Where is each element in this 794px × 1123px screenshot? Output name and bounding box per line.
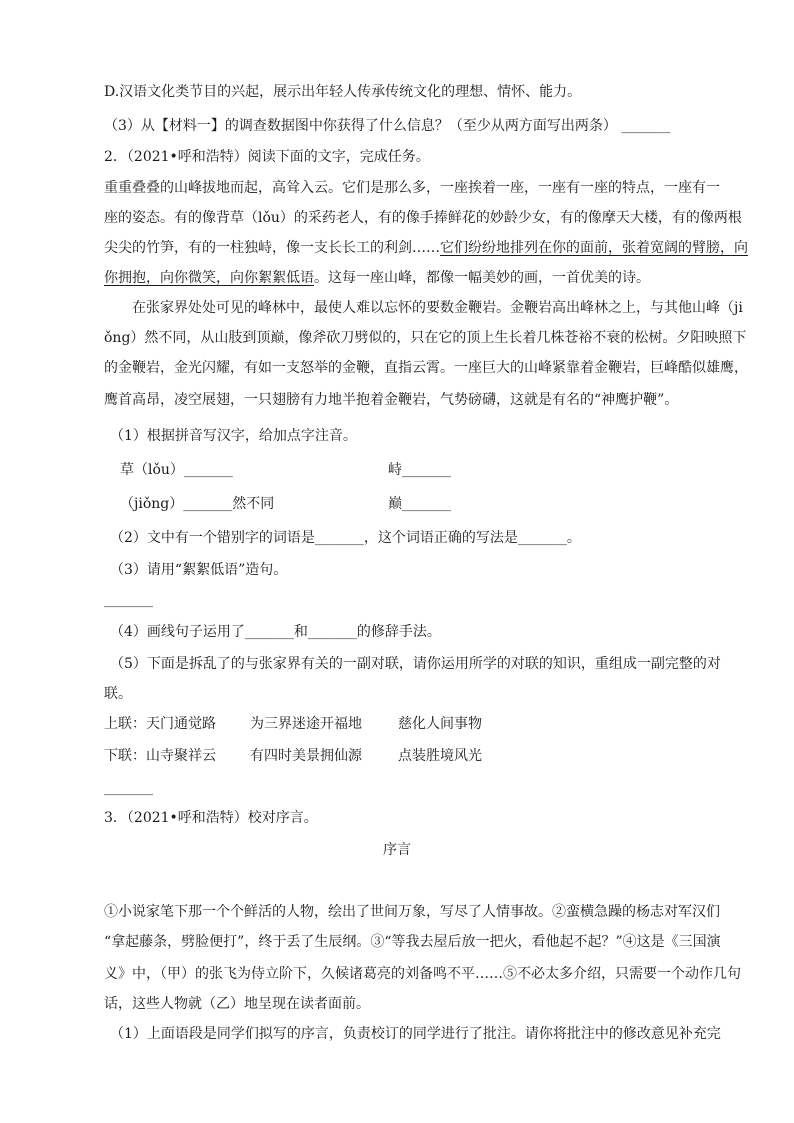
couplet-lower-1: 下联：山寺聚祥云: [104, 748, 216, 764]
preface-line-2: “拿起藤条，劈脸便打”，终于丢了生辰纲。③“等我去屋后放一把火，看他起不起？”④这是《三国演: [104, 934, 721, 950]
subquestion-5-line-2: 联。: [104, 686, 132, 702]
answer-blank-1: _______: [104, 592, 153, 608]
pinyin-blank-lou: 草（lǒu）_______: [120, 462, 233, 478]
question-2-heading: 2．（2021•呼和浩特）阅读下面的文字，完成任务。: [104, 149, 430, 165]
passage-paragraph-2-line-4: 鹰首高昂，凌空展翅，一只翅膀有力地半抱着金鞭岩，气势磅礴，这就是有名的“神鹰护鞭”。: [104, 392, 679, 408]
section-title: 序言: [383, 842, 411, 858]
preface-line-1: ①小说家笔下那一个个鲜活的人物，绘出了世间万象，写尽了人情事故。②蛮横急躁的杨志对军汉们: [104, 904, 720, 920]
couplet-upper-1: 上联：天门通觉路: [104, 716, 216, 732]
passage-paragraph-1-line-3: [104, 238, 748, 258]
option-d-text: D.汉语文化类节目的兴起，展示出年轻人传承传统文化的理想、情怀、能力。: [104, 84, 582, 100]
underlined-sentence: 它们纷纷地排列在你的面前，张着宽阔的臂膀，向: [440, 240, 748, 256]
passage-paragraph-1-line-4: [104, 268, 650, 288]
couplet-upper-3: 慈化人间事物: [398, 716, 482, 732]
passage-paragraph-1-line-2: 座的姿态。有的像背草（lǒu）的采药老人，有的像手捧鲜花的妙龄少女，有的像摩天大楼，有的像两根: [104, 210, 742, 226]
pinyin-blank-dian: 巅_______: [388, 496, 451, 512]
couplet-lower-3: 点装胜境风光: [398, 748, 482, 764]
couplet-upper-2: 为三界迷途开福地: [250, 716, 362, 732]
underlined-sentence: 你拥抱，向你微笑，向你絮絮低语: [104, 270, 314, 286]
subquestion-4: （4）画线句子运用了_______和_______的修辞手法。: [110, 624, 441, 640]
passage-text: 。这每一座山峰，都像一幅美妙的画，一首优美的诗。: [314, 270, 650, 286]
question-3-heading: 3．（2021•呼和浩特）校对序言。: [104, 810, 318, 826]
subquestion-3: （3）请用“絮絮低语”造句。: [110, 562, 288, 578]
subquestion-5-line-1: （5）下面是拆乱了的与张家界有关的一副对联，请你运用所学的对联的知识，重组成一副完整的对: [110, 656, 721, 672]
question-3-prompt: （3）从【材料一】的调查数据图中你获得了什么信息？（至少从两方面写出两条） _______: [104, 118, 671, 134]
answer-blank-2: _______: [104, 780, 153, 796]
passage-paragraph-2-line-3: 的金鞭岩，金光闪耀，有如一支怒举的金鞭，直指云霄。一座巨大的山峰紧靠着金鞭岩，巨峰酷似雄鹰，: [104, 360, 748, 376]
subquestion-1: （1）根据拼音写汉字，给加点字注音。: [110, 428, 357, 444]
passage-paragraph-2-line-2: ǒng）然不同，从山肢到顶巅，像斧砍刀劈似的，只在它的顶上生长着几株苍裕不衰的松树。夕阳映照下: [104, 330, 747, 346]
subquestion-2: （2）文中有一个错别字的词语是_______，这个词语正确的写法是_______。: [110, 530, 581, 546]
preface-question-1: （1）上面语段是同学们拟写的序言，负责校订的同学进行了批注。请你将批注中的修改意见补充完: [110, 1026, 721, 1042]
passage-paragraph-2-line-1: 在张家界处处可见的峰林中，最使人难以忘怀的要数金鞭岩。金鞭岩高出峰林之上，与其他山峰（ji: [132, 300, 743, 316]
preface-line-3: 义》中，（甲）的张飞为侍立阶下，久候诸葛亮的刘备鸣不平……⑤不必太多介绍，只需要一个动作几句: [104, 966, 741, 982]
preface-line-4: 话，这些人物就（乙）地呈现在读者面前。: [104, 996, 370, 1012]
couplet-lower-2: 有四时美景拥仙源: [250, 748, 362, 764]
pinyin-blank-jiong: （jiǒng）_______然不同: [120, 496, 275, 512]
passage-paragraph-1-line-1: 重重叠叠的山峰拔地而起，高耸入云。它们是那么多，一座挨着一座，一座有一座的特点，一座有一: [104, 180, 720, 196]
pinyin-blank-zhi: 峙_______: [388, 462, 451, 478]
passage-text: 尖尖的竹笋，有的一柱独峙，像一支长长工的利剑……: [104, 240, 440, 256]
